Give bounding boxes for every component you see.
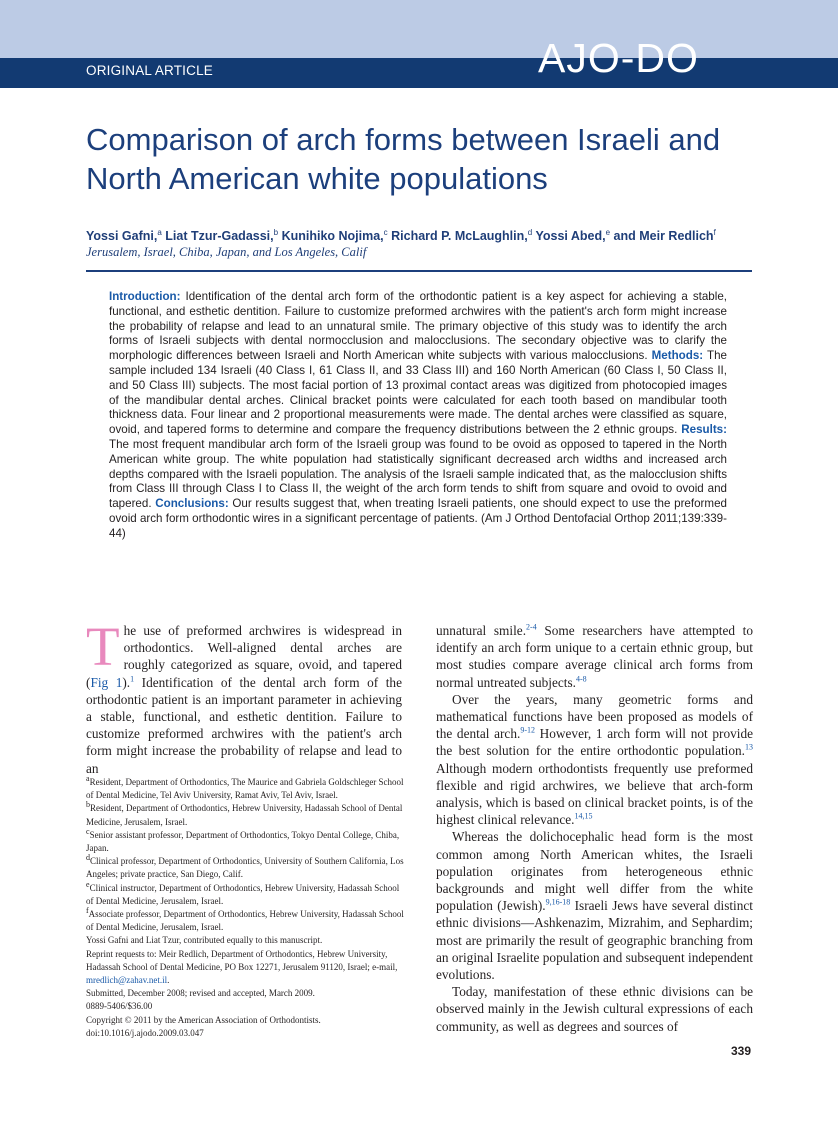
body-text: unnatural smile. (436, 623, 527, 638)
author-name: and Meir Redlich (613, 229, 714, 243)
affiliation-footnotes (86, 776, 404, 1040)
author-affil-sup: b (273, 227, 279, 237)
citation[interactable]: 9,16-18 (545, 897, 571, 907)
body-paragraph (436, 691, 753, 829)
article-type-label: ORIGINAL ARTICLE (86, 63, 213, 78)
footnote-text: Senior assistant professor, Department of Orthodontics, Tokyo Dental College, Chiba, Japan. (86, 829, 400, 854)
doi: doi:10.1016/j.ajodo.2009.03.047 (86, 1027, 204, 1038)
body-text: Israeli Jews have several distinct ethnic divisions—Ashkenazim, Mizrahim, and Sephardim; most are primarily the result of geographic branching from an original Israelite population and subsequent independent evolutions. (436, 898, 753, 983)
abstract-methods: The sample included 134 Israeli (40 Class I, 61 Class II, and 33 Class III) and 160 North American (60 Class I, 50 Class II, and 50 Class III) subjects. The most facial portion of 13 proximal contact areas was digitized from photocopied images of the mandibular dental arches. Clinical bracket points were calculated for each tooth based on mandibular tooth thickness data. Four linear and 2 proportional measurements were made. The dental arches were classified as square, ovoid, and tapered forms to determine and compare the frequency distributions between the 2 ethnic groups. (109, 349, 727, 437)
body-text: Some researchers have attempted to identify an arch form unique to a certain ethnic group, but most studies compare average clinical arch forms from normal untreated subjects. (436, 623, 754, 690)
abstract-heading-introduction: Introduction: (109, 290, 181, 303)
contribution-note: Yossi Gafni and Liat Tzur, contributed equally to this manuscript. (86, 935, 323, 946)
body-right-column (436, 622, 753, 1035)
body-text: Although modern orthodontists frequently use preformed flexible and rigid archwires, we believe that arch-form analysis, which is based on clinical bracket points, is of the highest clinical relevance. (436, 760, 753, 828)
footnote: $^e$Clinical instructor, Department of Orthodontics, Hebrew University, Hadassah School of Dental Medicine, Jerusalem, Israel. (86, 879, 400, 906)
footnote-text: Reprint requests to: Meir Redlich, Department of Orthodontics, Hebrew University, Hadassah School of Dental Medicine, PO Box 12271, Jerusalem 91120, Israel; e-mail, (86, 948, 398, 972)
footnote: $^c$Senior assistant professor, Department of Orthodontics, Tokyo Dental College, Chiba, Japan. (86, 826, 400, 854)
body-text: However, 1 arch form will not provide the best solution for the entire orthodontic population. (436, 726, 753, 759)
footnote: $^f$Associate professor, Department of Orthodontics, Hebrew University, Hadassah School of Dental Medicine, Jerusalem, Israel. (86, 906, 404, 933)
abstract-heading-results: Results: (681, 423, 727, 437)
drop-cap: T (86, 616, 120, 677)
footnote-text: Associate professor, Department of Orthodontics, Hebrew University, Hadassah School of Dental Medicine, Jerusalem, Israel. (86, 909, 404, 933)
footnote: $^d$Clinical professor, Department of Orthodontics, University of Southern California, Los Angeles; private practice, San Diego, Calif. (86, 853, 404, 880)
abstract-introduction: Identification of the dental arch form of the orthodontic patient is a key aspect for achieving a stable, functional, and esthetic dentition. Failure to customize preformed archwires with the patient's arch form might increase the probability of relapse and lead to an unnatural smile. The primary objective of this study was to identify the arch forms of Israeli subjects with dental normocclusion and malocclusions. The secondary objective was to clarify the morphologic differences between Israeli and North American white subjects with various malocclusions. (109, 290, 727, 363)
email-link[interactable]: mredlich@zahav.net.il (86, 975, 168, 986)
journal-logo: AJO-DO (538, 35, 699, 81)
figure-link[interactable]: Fig 1 (90, 674, 123, 690)
author-affil-sup: e (605, 227, 611, 237)
footnote-text: Resident, Department of Orthodontics, The Maurice and Gabriela Goldschleger School of Dental Medicine, Tel Aviv University, Ramat Aviv, Tel Aviv, Israel. (86, 777, 404, 801)
footnote-text: Resident, Department of Orthodontics, Hebrew University, Hadassah School of Dental Medicine, Jerusalem, Israel. (86, 803, 403, 827)
abstract-heading-methods: Methods: (651, 349, 704, 363)
page-number: 339 (731, 1044, 752, 1058)
author-name: Kunihiko Nojima, (281, 229, 384, 243)
footnote-text: Clinical professor, Department of Orthodontics, University of Southern California, Los Angeles; private practice, San Diego, Calif. (86, 856, 404, 880)
header-band (0, 0, 838, 58)
body-left-column (86, 616, 402, 777)
author-affil-sup: c (383, 227, 388, 237)
citation[interactable]: 4-8 (575, 674, 587, 684)
author-affil-sup: d (527, 227, 533, 237)
article-title (86, 120, 766, 198)
author-affil-sup: a (157, 227, 162, 237)
abstract-heading-conclusions: Conclusions: (155, 497, 229, 511)
author-name: Richard P. McLaughlin, (391, 229, 528, 243)
affiliation-places: Jerusalem, Israel, Chiba, Japan, and Los Angeles, Calif (86, 245, 367, 259)
footnote: $^b$Resident, Department of Orthodontics, Hebrew University, Hadassah School of Dental Medicine, Jerusalem, Israel. (86, 800, 403, 827)
body-paragraph: Today, manifestation of these ethnic divisions can be observed mainly in the Jewish cultural expressions of each community, as well as degrees and sources of (436, 984, 753, 1034)
footnote-text: Clinical instructor, Department of Orthodontics, Hebrew University, Hadassah School of Dental Medicine, Jerusalem, Israel. (86, 882, 400, 906)
title-line-2: North American white populations (86, 161, 548, 196)
author-list (86, 229, 786, 243)
footnote-text: . (167, 975, 170, 986)
footnote: $^a$Resident, Department of Orthodontics, The Maurice and Gabriela Goldschleger School of Dental Medicine, Tel Aviv University, Ramat Aviv, Tel Aviv, Israel. (86, 774, 404, 801)
body-text: ). (122, 674, 131, 690)
abstract (109, 290, 727, 542)
body-text: Over the years, many geometric forms and mathematical functions have been proposed as models of the dental arch. (436, 691, 753, 742)
submission-dates: Submitted, December 2008; revised and accepted, March 2009. (86, 988, 315, 999)
abstract-results: The most frequent mandibular arch form of the Israeli group was found to be ovoid as opposed to tapered in the North American white group. The white population had statistically significant decreased arch widths and increased arch depths compared with the Israeli population. The analysis of the Israeli sample indicated that, as the malocclusion shifts from Class III through Class I to Class II, the weight of the arch form tends to shift from square and ovoid to ovoid and tapered. (109, 437, 727, 511)
citation[interactable]: 1 (130, 674, 135, 684)
abstract-conclusions: Our results suggest that, when treating Israeli patients, one should expect to use the preformed ovoid arch form orthodontic wires in a significant percentage of patients. (Am J Orthod Dentofacial Orthop 2011;139:339-44) (109, 497, 727, 540)
author-affil-sup: f (713, 227, 716, 237)
body-paragraph (86, 616, 402, 777)
divider (86, 270, 752, 272)
body-text: he use of preformed archwires is widespread in orthodontics. Well-aligned dental arches are roughly categorized as square, ovoid, and tapered ( (86, 623, 402, 690)
body-text: Identification of the dental arch form of the orthodontic patient is an important parameter in achieving a stable, functional, and esthetic dentition. Failure to customize preformed archwires with the patient's arch form might increase the probability of relapse and lead to an (86, 674, 402, 776)
citation[interactable]: 9-12 (520, 725, 535, 735)
title-line-1: Comparison of arch forms between Israeli and (86, 122, 721, 157)
price-code: 0889-5406/$36.00 (86, 1001, 153, 1012)
author-name: Yossi Gafni, (86, 229, 158, 243)
author-name: Liat Tzur-Gadassi, (165, 229, 274, 243)
citation[interactable]: 2-4 (526, 622, 537, 632)
body-text: Whereas the dolichocephalic head form is the most common among North American whites, the Israeli population originates from heterogeneous ethnic backgrounds and might well differ from the white population (Jewish). (436, 829, 753, 914)
body-paragraph (436, 622, 753, 691)
body-paragraph (436, 828, 753, 983)
citation[interactable]: 14,15 (574, 811, 593, 821)
copyright: Copyright © 2011 by the American Association of Orthodontists. (86, 1014, 321, 1025)
author-name: Yossi Abed, (535, 229, 606, 243)
citation[interactable]: 13 (745, 743, 753, 752)
reprint-requests (86, 948, 404, 988)
